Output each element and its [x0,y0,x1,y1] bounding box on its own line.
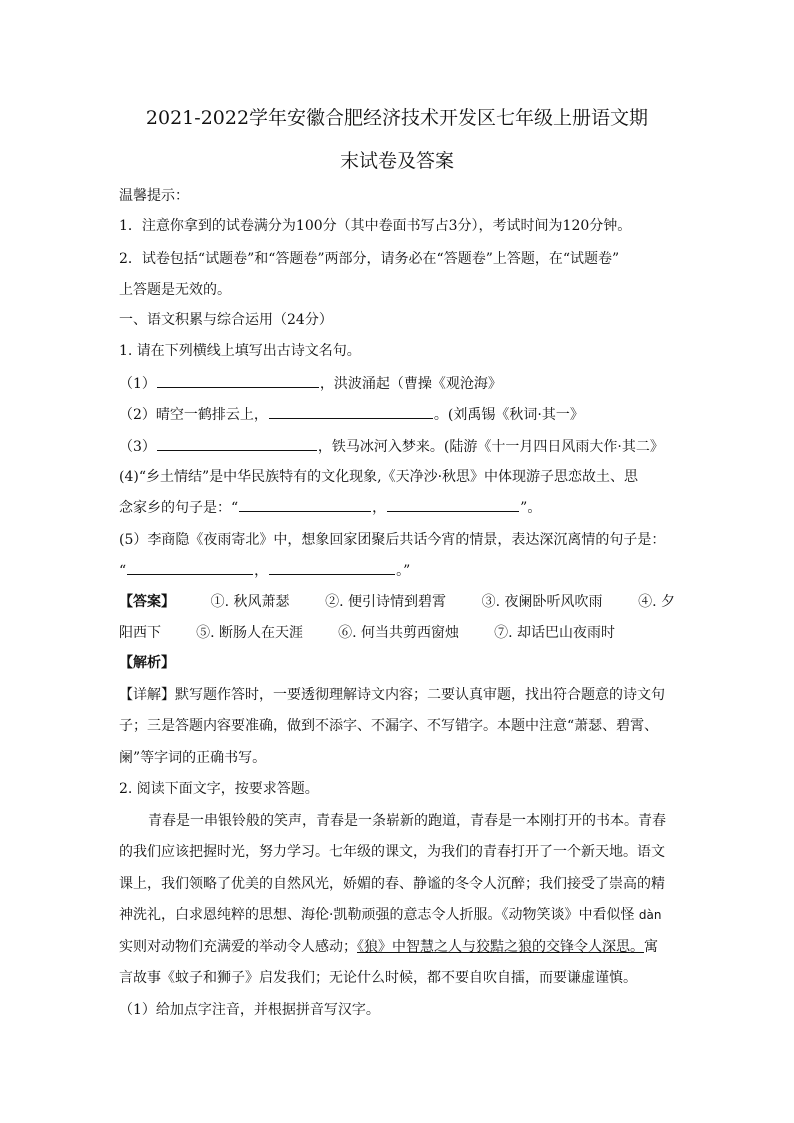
question-2-sub-1: （1）给加点字注音，并根据拼音写汉字。 [119,1002,380,1018]
question-1-sub-1 [119,373,675,394]
question-1-prompt: 1. 请在下列横线上填写出古诗文名句。 [119,343,361,359]
question-1-sub-2 [119,404,675,425]
answer-blank[interactable] [239,497,371,512]
answer-label: 【答案】 [119,594,175,610]
sub-3-text: ，铁马冰河入梦来。(陆游《十一月四日风雨大作·其二》 [317,439,664,455]
passage-line-6: 言故事《蚊子和狮子》启发我们；无论什么时候，都不要自吹自擂，而要谦虚谨慎。 [119,970,637,986]
passage-line-4 [119,905,675,925]
passage-line-3: 课上，我们领略了优美的自然风光，娇媚的春、静谧的冬令人沉醉；我们接受了崇高的精 [119,876,665,892]
sub-5-text-before: “ [119,563,127,579]
question-1-sub-5-line2 [119,560,675,581]
answer-blank[interactable] [269,560,395,575]
sub-2-text-before: （2）晴空一鹤排云上， [119,407,268,423]
document-title-line2: 末试卷及答案 [339,150,454,172]
sub-4-separator: ， [372,500,387,516]
answer-item: ①. 秋风萧瑟 [210,594,290,610]
detail-line-3: 阑”等字词的正确书写。 [119,750,267,766]
detail-line-1: 【详解】默写题作答时，一要透彻理解诗文内容；二要认真审题，找出符合题意的诗文句 [119,687,665,703]
sub-5-separator: ， [254,563,269,579]
question-1-sub-5-line1: (5）李商隐《夜雨寄北》中，想象回家团聚后共话今宵的情景，表达深沉离情的句子是： [119,532,666,548]
tips-item-2-line1: 2．试卷包括“试题卷”和“答题卷”两部分，请务必在“答题卷”上答题，在“试题卷” [119,251,620,267]
answer-item: ⑤. 断肠人在天涯 [196,625,303,641]
answer-item: ④. 夕 [638,594,675,610]
document-title-line1: 2021-2022学年安徽合肥经济技术开发区七年级上册语文期 [145,107,649,129]
detail-line-2: 子；三是答题内容要准确，做到不添字、不漏字、不写错字。本题中注意“萧瑟、碧霄、 [119,718,659,734]
sub-5-text-after: 。” [396,563,411,579]
question-1-sub-3 [119,436,675,457]
answer-item: ⑦. 却话巴山夜雨时 [494,625,615,641]
pinyin-annotation: dàn [638,908,662,922]
answer-line-2 [119,623,615,643]
sub-1-number: （1） [119,376,156,392]
sub-3-number: （3） [119,439,156,455]
answer-item: ③. 夜阑卧听风吹雨 [481,594,603,610]
passage-line-5-text: 实则对动物们充满爱的举动令人感动； [119,939,357,955]
passage-line-5-tail: 寓 [644,939,658,955]
sub-2-text-after: 。(刘禹锡《秋词·其一》 [433,407,584,423]
sub-4-text-after: ”。 [520,500,542,516]
passage-line-1: 青春是一串银铃般的笑声，青春是一条崭新的跑道，青春是一本刚打开的书本。青春 [148,813,666,829]
sub-1-text: ，洪波涌起（曹操《观沧海》 [319,376,502,392]
tips-item-1: 1．注意你拿到的试卷满分为100分（其中卷面书写占3分），考试时间为120分钟。 [119,218,632,234]
passage-line-4-text: 神洗礼，白求恩纯粹的思想、海伦·凯勒顽强的意志令人折服。《动物笑谈》中看似怪 [119,907,639,923]
analysis-label: 【解析】 [119,655,175,671]
question-1-sub-4-line1: (4)“乡土情结”是中华民族特有的文化现象,《天净沙·秋思》中体现游子思恋故土、思 [119,469,639,485]
question-1-sub-4-line2 [119,497,675,518]
answer-blank[interactable] [387,497,519,512]
answer-item: 阳西下 [119,625,161,641]
answer-item: ②. 便引诗情到碧霄 [325,594,446,610]
section-heading: 一、语文积累与综合运用（24分） [119,312,333,328]
answer-blank[interactable] [157,373,319,388]
passage-line-5 [119,937,675,957]
answer-item: ⑥. 何当共剪西窗烛 [338,625,459,641]
passage-line-2: 的我们应该把握时光，努力学习。七年级的课文，为我们的青春打开了一个新天地。语文 [119,844,665,860]
answer-blank[interactable] [157,436,317,451]
tips-heading: 温馨提示： [119,188,189,204]
underlined-sentence: 《狼》中智慧之人与狡黠之狼的交锋令人深思。 [357,939,644,955]
answer-blank[interactable] [269,404,433,419]
question-2-prompt: 2. 阅读下面文字，按要求答题。 [119,781,319,797]
answer-blank[interactable] [127,560,253,575]
sub-4-text-before: 念家乡的句子是：“ [119,500,239,516]
answer-line-1 [119,592,675,612]
tips-item-2-line2: 上答题是无效的。 [119,282,231,298]
